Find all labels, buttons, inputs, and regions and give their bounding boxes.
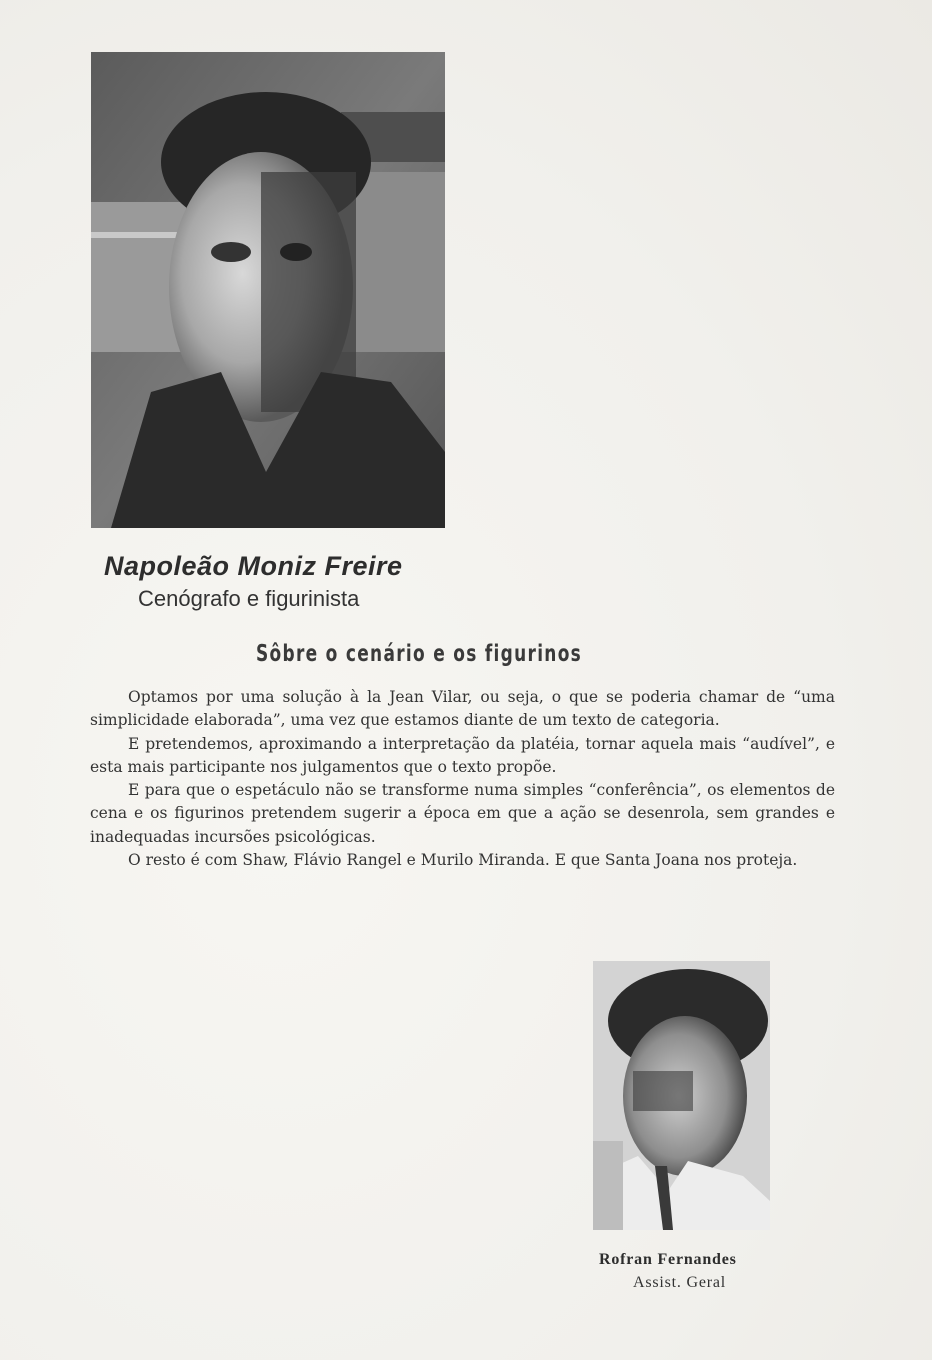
- portrait-role: Assist. Geral: [633, 1274, 727, 1291]
- article-heading: Sôbre o cenário e os figurinos: [256, 641, 583, 667]
- portrait-name: Napoleão Moniz Freire: [104, 551, 403, 581]
- article-paragraph: O resto é com Shaw, Flávio Rangel e Murilo Miranda. E que Santa Joana nos proteja.: [128, 851, 798, 870]
- article-paragraph: E pretendemos, aproximando a interpretação da platéia, tornar aquela mais “audível”, e esta mais participante nos julgamentos que o texto propõe.: [90, 734, 835, 776]
- article-paragraph: Optamos por uma solução à la Jean Vilar, ou seja, o que se poderia chamar de “uma simplicidade elaborada”, uma vez que estamos diante de um texto de categoria.: [90, 688, 835, 730]
- article-body: [90, 686, 835, 872]
- article-paragraph: E para que o espetáculo não se transforme numa simples “conferência”, os elementos de cena e os figurinos pretendem sugerir a época em que a ação se desenrola, sem grandes e inadequadas incursões psicológicas.: [90, 781, 835, 846]
- portrait-image: [593, 961, 770, 1230]
- portrait-image: [91, 52, 445, 528]
- portrait-photo-rofran: [593, 961, 770, 1230]
- portrait-photo-napoleao: [91, 52, 445, 528]
- portrait-role: Cenógrafo e figurinista: [138, 586, 360, 611]
- portrait-name: Rofran Fernandes: [599, 1251, 737, 1268]
